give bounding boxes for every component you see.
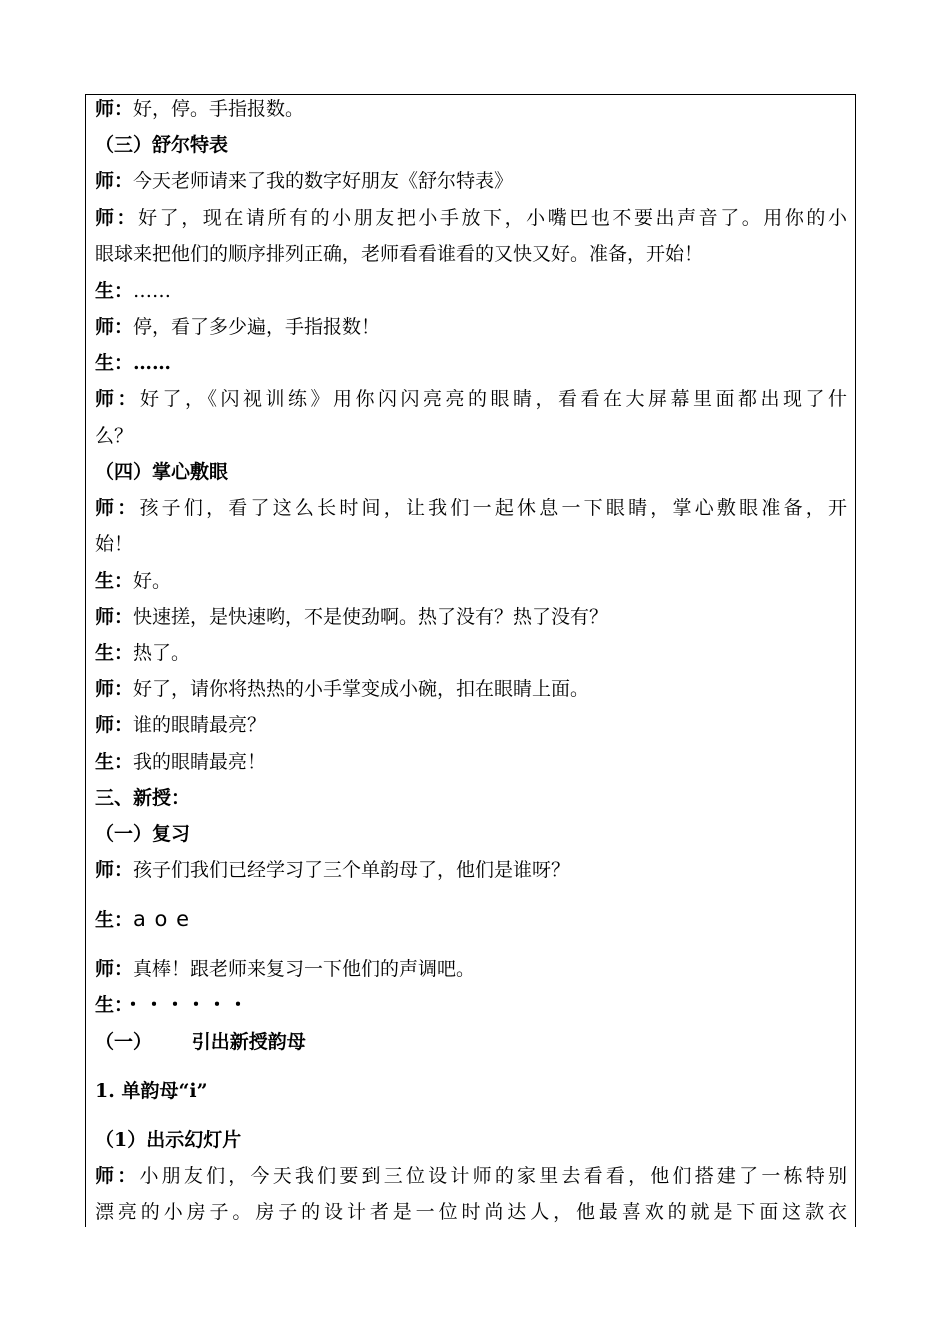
dialogue-line-continued: 漂亮的小房子。房子的设计者是一位时尚达人，他最喜欢的就是下面这款衣 — [95, 1201, 847, 1223]
dialogue-line: 师：停，看了多少遍，手指报数！ — [95, 316, 381, 338]
section-heading: （四）掌心敷眼 — [95, 461, 229, 483]
section-heading: 三、新授： — [95, 787, 191, 809]
dialogue-line-continued: 么？ — [95, 425, 134, 447]
section-heading: （三）舒尔特表 — [95, 134, 229, 156]
dialogue-line: 生：我的眼睛最亮！ — [95, 751, 267, 773]
dialogue-line: 生：热了。 — [95, 642, 191, 664]
dialogue-line: 生：好。 — [95, 570, 172, 592]
section-heading: （1）出示幻灯片 — [95, 1129, 242, 1151]
dialogue-line: 师：孩子们，看了这么长时间，让我们一起休息一下眼睛，掌心敷眼准备，开 — [95, 497, 847, 519]
dialogue-line: 师：孩子们我们已经学习了三个单韵母了，他们是谁呀？ — [95, 859, 571, 881]
dialogue-line: 师：好了，现在请所有的小朋友把小手放下，小嘴巴也不要出声音了。用你的小 — [95, 207, 847, 229]
dialogue-line: 生：…… — [95, 280, 172, 302]
dialogue-line-continued: 始！ — [95, 533, 134, 555]
section-heading: 1. 单韵母“i” — [95, 1080, 208, 1102]
dialogue-line: 师：快速搓，是快速哟，不是使劲啊。热了没有？热了没有？ — [95, 606, 609, 628]
dialogue-line: 生：・・・・・・ — [95, 994, 250, 1016]
dialogue-line: 师：好了，《闪视训练》用你闪闪亮亮的眼睛，看看在大屏幕里面都出现了什 — [95, 388, 847, 410]
dialogue-line-continued: 眼球来把他们的顺序排列正确，老师看看谁看的又快又好。准备，开始！ — [95, 243, 704, 265]
section-heading: （一） 引出新授韵母 — [95, 1031, 306, 1053]
dialogue-line: 师：小朋友们，今天我们要到三位设计师的家里去看看，他们搭建了一栋特别 — [95, 1165, 847, 1187]
dialogue-line: 生：a o e — [95, 907, 191, 931]
dialogue-line: 生：…… — [95, 352, 172, 374]
dialogue-line: 师：好，停。手指报数。 — [95, 98, 305, 120]
section-heading: （一）复习 — [95, 823, 191, 845]
dialogue-line: 师：谁的眼睛最亮？ — [95, 714, 267, 736]
dialogue-line: 师：真棒！跟老师来复习一下他们的声调吧。 — [95, 958, 476, 980]
dialogue-line: 师：今天老师请来了我的数字好朋友《舒尔特表》 — [95, 170, 514, 192]
dialogue-line: 师：好了，请你将热热的小手掌变成小碗，扣在眼睛上面。 — [95, 678, 590, 700]
